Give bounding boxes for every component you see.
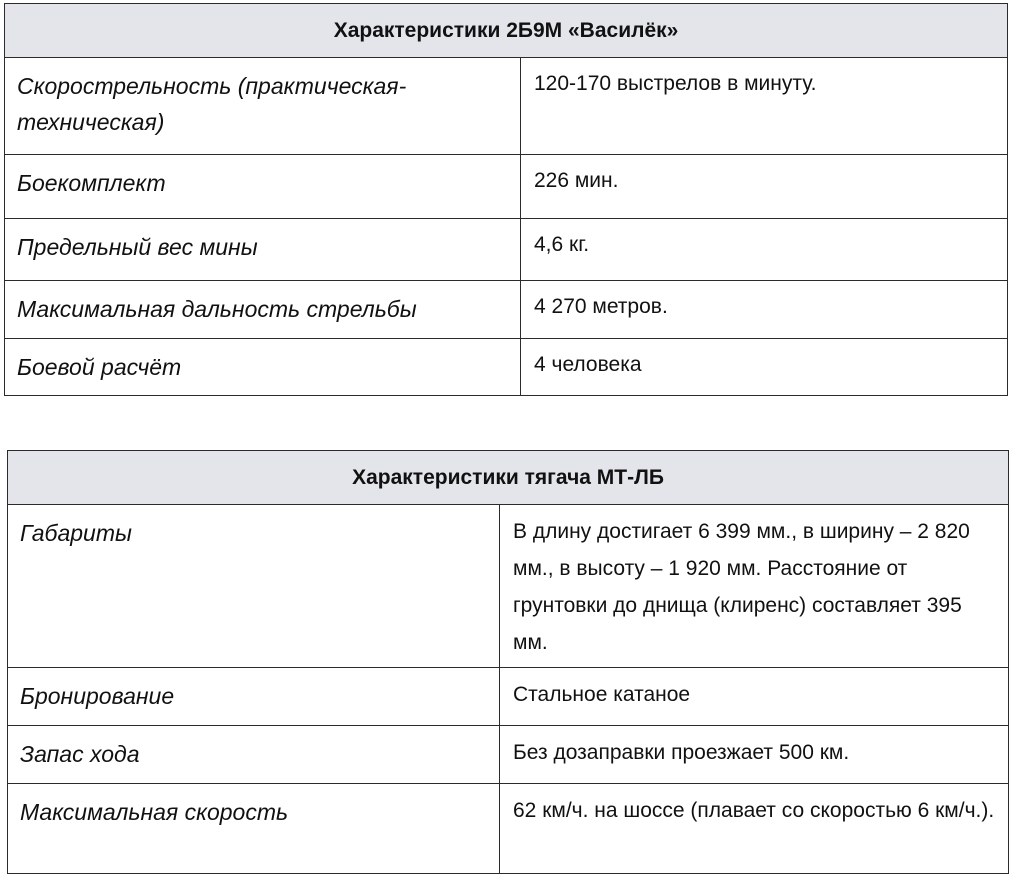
row-value: 226 мин. [521, 155, 1008, 219]
row-label: Боекомплект [5, 155, 521, 219]
row-label: Габариты [8, 505, 500, 668]
row-value: 62 км/ч. на шоссе (плавает со скоростью 6 км/ч.). [500, 784, 1009, 874]
row-value: Без дозаправки проезжает 500 км. [500, 726, 1009, 784]
spec-table-mtlb [7, 450, 1009, 874]
table-title: Характеристики 2Б9М «Василёк» [5, 4, 1008, 58]
row-value: 4,6 кг. [521, 219, 1008, 281]
table-row [5, 339, 1008, 396]
row-label: Предельный вес мины [5, 219, 521, 281]
row-value: 4 270 метров. [521, 281, 1008, 339]
table-header-row [5, 4, 1008, 58]
row-label: Максимальная дальность стрельбы [5, 281, 521, 339]
table-row [8, 505, 1009, 668]
row-value: В длину достигает 6 399 мм., в ширину – 2 820 мм., в высоту – 1 920 мм. Расстояние от грунтовки до днища (клиренс) составляет 395 мм. [500, 505, 1009, 668]
row-label: Бронирование [8, 668, 500, 726]
row-label: Скорострельность (практическая-техническая) [5, 58, 521, 155]
table-row [8, 668, 1009, 726]
row-label: Максимальная скорость [8, 784, 500, 874]
table-row [5, 219, 1008, 281]
table-row [5, 281, 1008, 339]
row-value: 4 человека [521, 339, 1008, 396]
row-label: Запас хода [8, 726, 500, 784]
table-row [8, 726, 1009, 784]
row-label: Боевой расчёт [5, 339, 521, 396]
table-row [5, 58, 1008, 155]
row-value: Стальное катаное [500, 668, 1009, 726]
row-value: 120-170 выстрелов в минуту. [521, 58, 1008, 155]
table-header-row [8, 451, 1009, 505]
table-title: Характеристики тягача МТ-ЛБ [8, 451, 1009, 505]
table-row [5, 155, 1008, 219]
spec-table-2b9m [4, 3, 1008, 396]
table-row [8, 784, 1009, 874]
